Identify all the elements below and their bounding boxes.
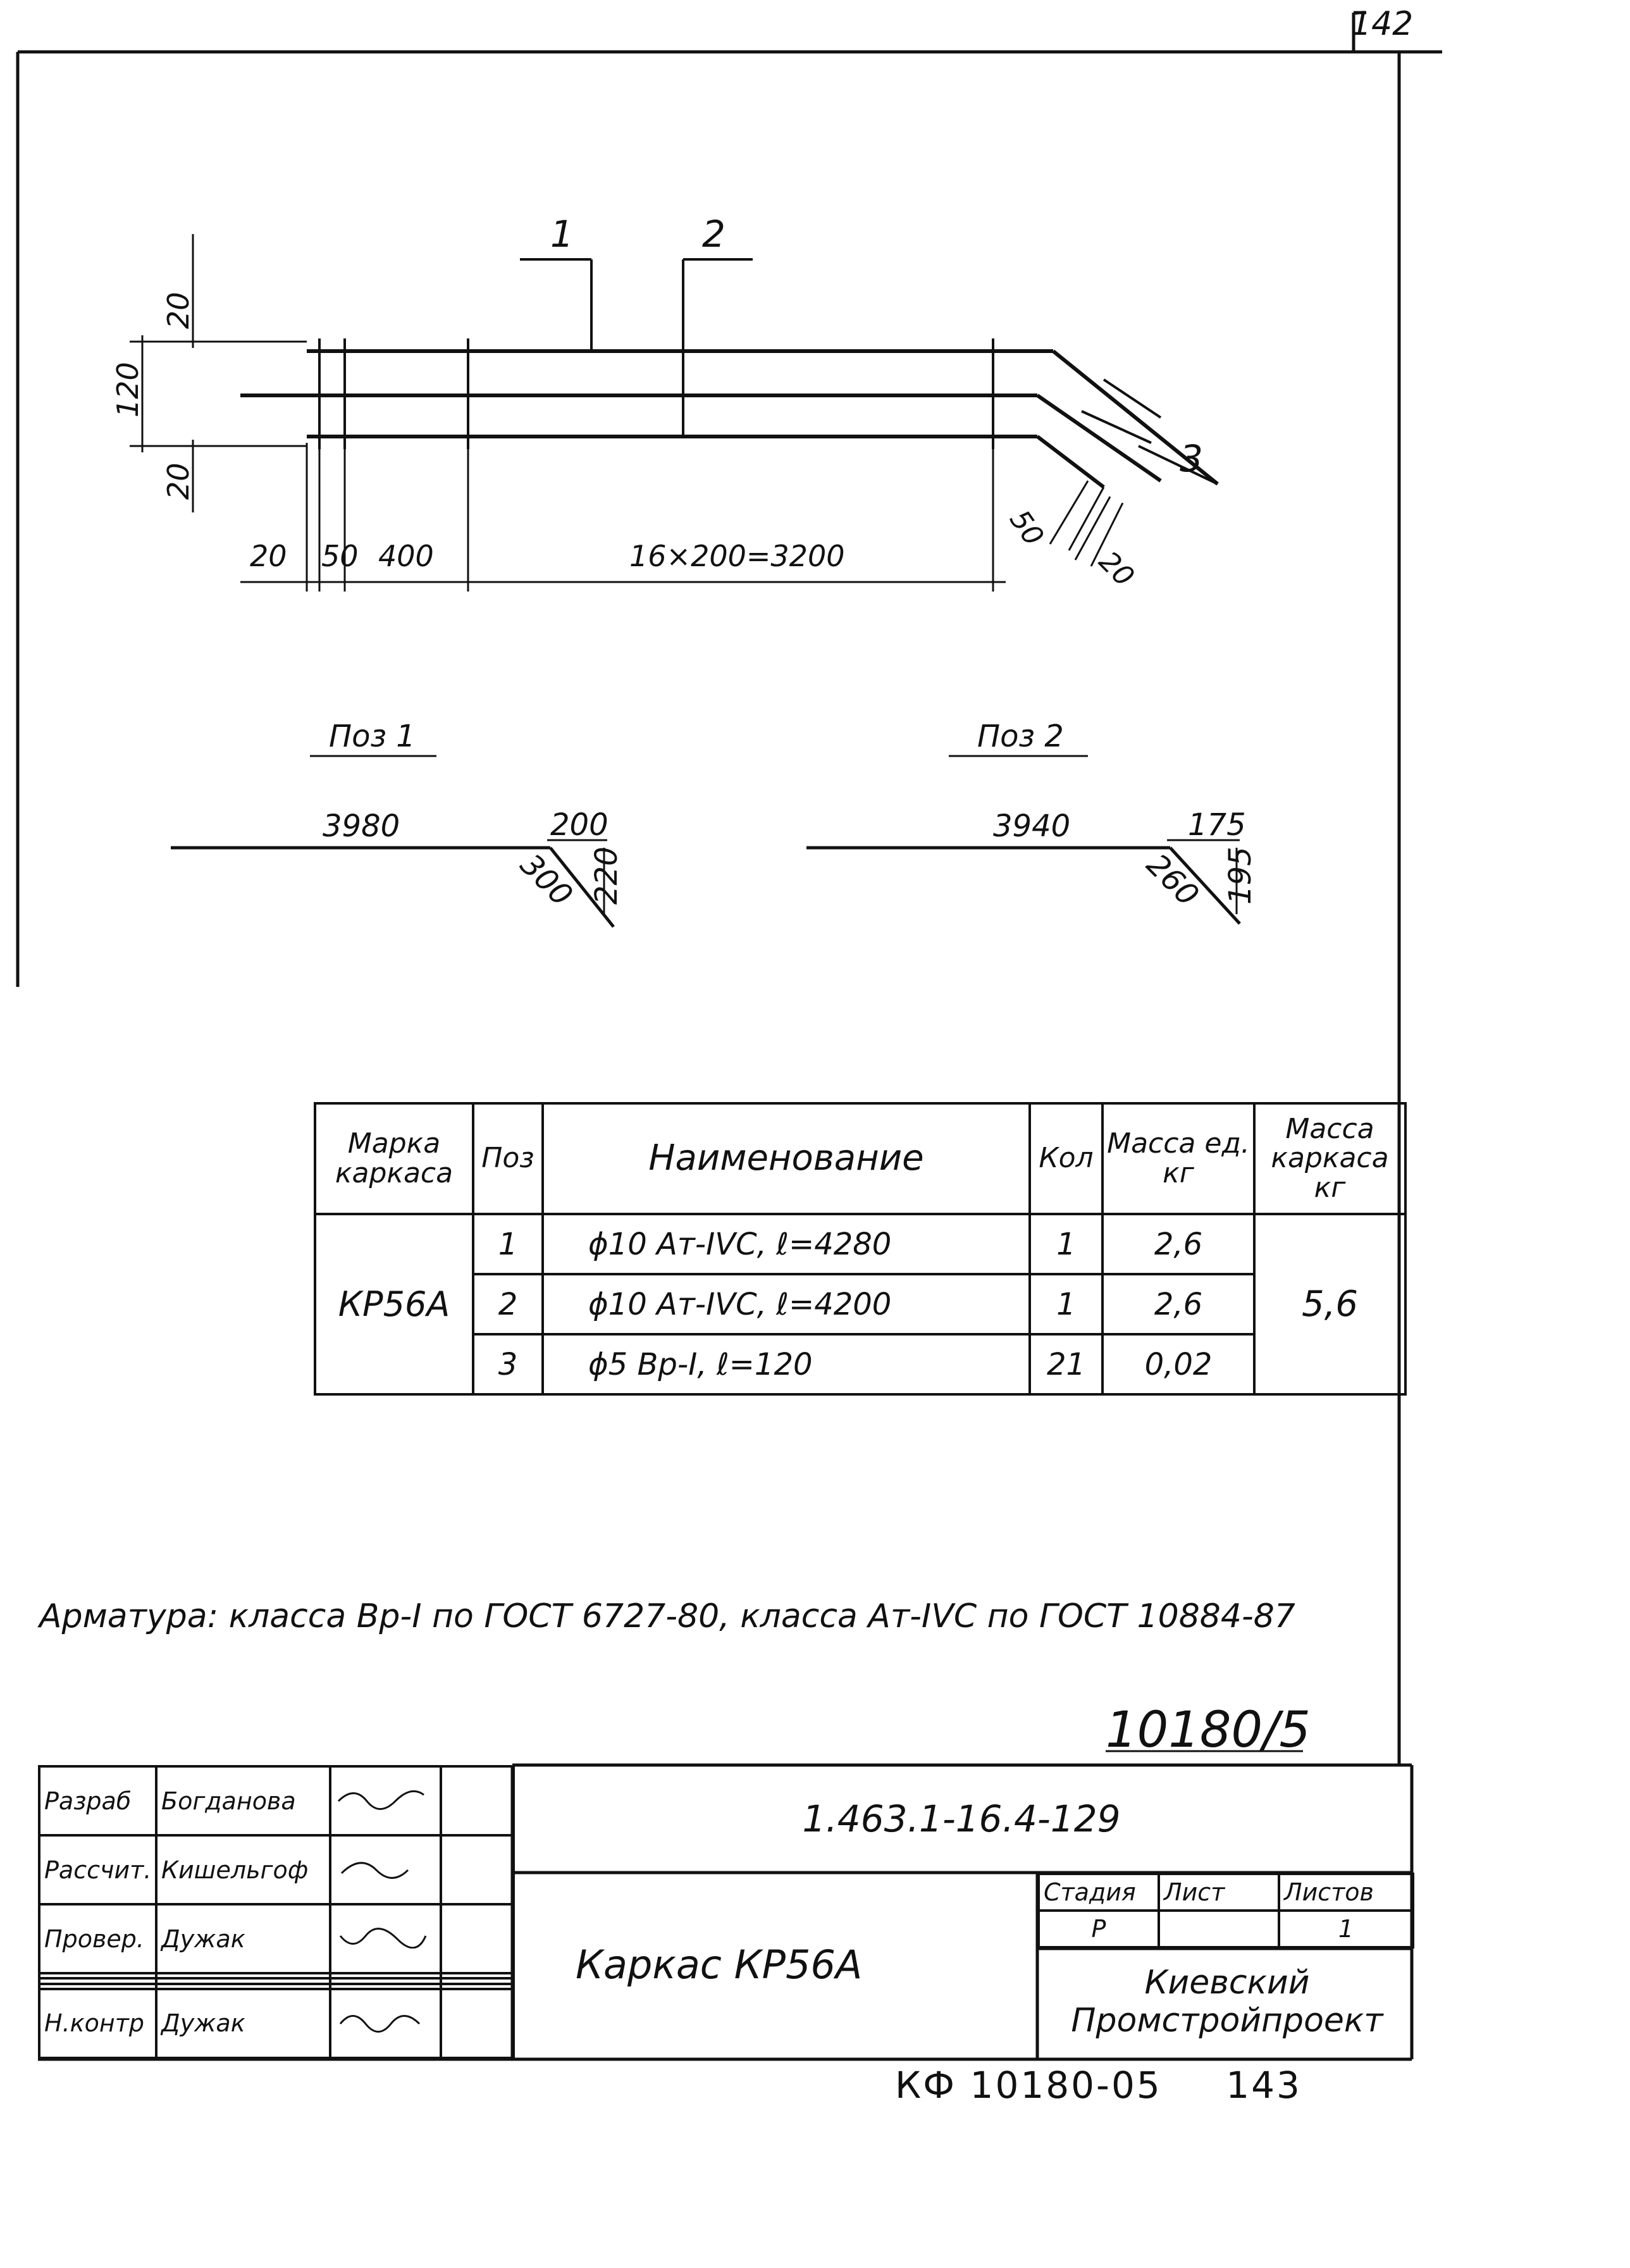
dim-bottom-3200: 16×200=3200 — [629, 539, 845, 573]
bar-1-c: 220 — [589, 846, 624, 905]
signature-cell — [330, 1973, 441, 1978]
signature-cell — [330, 1904, 441, 1973]
name-cell — [156, 1973, 330, 1978]
bar-2-title: Поз 2 — [977, 719, 1064, 754]
bar-2-b: 260 — [1139, 846, 1206, 914]
footer-doc: КФ 10180-05 — [895, 2064, 1162, 2107]
signature-cell — [330, 1984, 441, 1989]
row-name: ϕ5 Bp-I, ℓ=120 — [543, 1334, 1030, 1394]
signature-icon — [335, 1785, 430, 1811]
frame-rods — [240, 351, 1218, 487]
role-cell: Рассчит. — [39, 1835, 156, 1904]
bar-2-c: 195 — [1223, 846, 1258, 905]
row-qty: 1 — [1030, 1214, 1102, 1274]
signature-icon — [335, 1854, 430, 1880]
total-mass: 5,6 — [1254, 1214, 1405, 1394]
title-block-people — [38, 1765, 515, 2059]
people-row — [39, 1835, 514, 1904]
date-cell — [441, 1766, 514, 1835]
people-row — [39, 1973, 514, 1978]
org-line-1: Киевский — [1144, 1964, 1310, 2002]
dim-left-bottom: 20 — [161, 462, 195, 500]
footer-page: 143 — [1226, 2064, 1302, 2107]
date-cell — [441, 1978, 514, 1983]
dim-left-mid: 120 — [111, 362, 145, 418]
row-pos: 3 — [473, 1334, 543, 1394]
header-unit-mass: Масса ед. кг — [1102, 1103, 1254, 1214]
header-pos: Поз — [473, 1103, 543, 1214]
people-row — [39, 1904, 514, 1973]
stage-table — [1037, 1873, 1414, 1949]
role-cell: Разраб — [39, 1766, 156, 1835]
stage-label: Стадия — [1039, 1874, 1159, 1911]
dim-right-50: 50 — [1003, 504, 1050, 552]
role-cell — [39, 1984, 156, 1989]
signature-cell — [330, 1989, 441, 2058]
row-mass: 2,6 — [1102, 1274, 1254, 1334]
drawing-title: Каркас КР56А — [576, 1941, 863, 1988]
bar-1-length: 3980 — [323, 809, 400, 844]
signature-cell — [330, 1766, 441, 1835]
dim-bottom-50: 50 — [321, 539, 359, 573]
reinforcement-note: Арматура: класса Вр-I по ГОСТ 6727-80, класса Ат-IVC по ГОСТ 10884-87 — [39, 1597, 1295, 1635]
row-pos: 1 — [473, 1214, 543, 1274]
name-cell: Богданова — [156, 1766, 330, 1835]
pos-3-label: 3 — [1180, 437, 1203, 480]
bar-1-a: 200 — [550, 807, 608, 843]
people-row — [39, 1984, 514, 1989]
date-cell — [441, 1989, 514, 2058]
left-dimension-labels — [111, 292, 195, 500]
name-cell: Дужак — [156, 1989, 330, 2058]
date-cell — [441, 1984, 514, 1989]
sheet-label: Лист — [1159, 1874, 1279, 1911]
date-cell — [441, 1973, 514, 1978]
pos-1-label: 1 — [550, 213, 574, 256]
role-cell — [39, 1978, 156, 1983]
sheet-number: 142 — [1350, 5, 1414, 43]
stage-value-row — [1039, 1911, 1413, 1947]
people-row — [39, 1989, 514, 2058]
stage-value: Р — [1039, 1911, 1159, 1947]
role-cell: Н.контр — [39, 1989, 156, 2058]
dim-bottom-400: 400 — [378, 539, 434, 573]
bar-1-title: Поз 1 — [329, 719, 416, 754]
dim-bottom-20: 20 — [250, 539, 287, 573]
header-qty: Кол — [1030, 1103, 1102, 1214]
name-cell: Кишельгоф — [156, 1835, 330, 1904]
dim-left-top: 20 — [161, 292, 195, 329]
people-row — [39, 1978, 514, 1983]
spec-header-row — [315, 1103, 1405, 1214]
stage-header-row — [1039, 1874, 1413, 1911]
table-row — [315, 1274, 1405, 1334]
header-mark: Марка каркаса — [315, 1103, 473, 1214]
row-pos: 2 — [473, 1274, 543, 1334]
table-row — [315, 1214, 1405, 1274]
signature-icon — [335, 1923, 430, 1949]
bar-1-b: 300 — [513, 846, 579, 914]
sheets-label: Листов — [1279, 1874, 1413, 1911]
sheet-value — [1159, 1911, 1279, 1947]
role-cell: Провер. — [39, 1904, 156, 1973]
name-cell — [156, 1978, 330, 1983]
pos-2-label: 2 — [702, 213, 725, 256]
archive-number: 10180/5 — [1106, 1702, 1311, 1759]
signature-cell — [330, 1978, 441, 1983]
document-code: 1.463.1-16.4-129 — [802, 1797, 1121, 1840]
date-cell — [441, 1904, 514, 1973]
header-total-mass: Масса каркаса кг — [1254, 1103, 1405, 1214]
role-cell — [39, 1973, 156, 1978]
organization — [1040, 1949, 1414, 2056]
left-dimension-lines — [130, 234, 307, 512]
sheets-value: 1 — [1279, 1911, 1413, 1947]
name-cell — [156, 1984, 330, 1989]
row-name: ϕ10 Aт-IVC, ℓ=4280 — [543, 1214, 1030, 1274]
dim-right-20: 20 — [1092, 545, 1140, 593]
table-row — [315, 1334, 1405, 1394]
bar-2-a: 175 — [1188, 807, 1246, 843]
people-row — [39, 1766, 514, 1835]
position-leaders — [520, 259, 753, 437]
row-mass: 2,6 — [1102, 1214, 1254, 1274]
frame-mark: КР56А — [315, 1214, 473, 1394]
bar-2-labels — [977, 719, 1258, 913]
row-mass: 0,02 — [1102, 1334, 1254, 1394]
signature-cell — [330, 1835, 441, 1904]
row-qty: 1 — [1030, 1274, 1102, 1334]
signature-icon — [335, 2008, 430, 2033]
frame-ticks — [319, 338, 1218, 484]
org-line-2: Промстройпроект — [1071, 2002, 1383, 2040]
name-cell: Дужак — [156, 1904, 330, 1973]
bar-2-length: 3940 — [993, 809, 1071, 844]
header-name: Наименование — [543, 1103, 1030, 1214]
footer — [895, 2064, 1352, 2107]
bottom-dimension-labels — [250, 539, 845, 573]
right-dimension-labels — [1003, 504, 1140, 593]
date-cell — [441, 1835, 514, 1904]
specification-table — [314, 1102, 1407, 1396]
row-name: ϕ10 Aт-IVC, ℓ=4200 — [543, 1274, 1030, 1334]
row-qty: 21 — [1030, 1334, 1102, 1394]
